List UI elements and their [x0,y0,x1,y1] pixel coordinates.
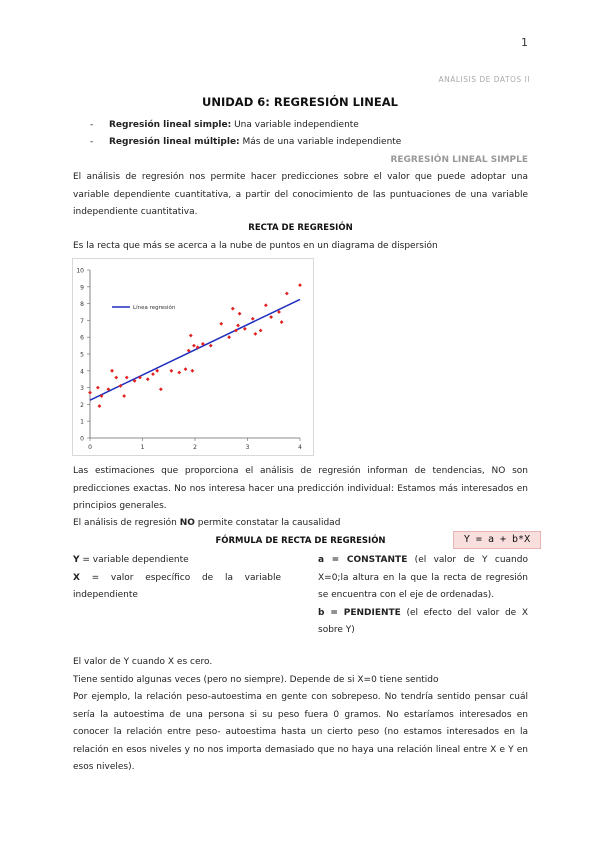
formula-box: Y = a + b*X [453,531,541,549]
bullet-desc: Más de una variable independiente [239,137,402,147]
def-text: = variable dependiente [79,555,189,565]
definition-b [318,605,528,640]
bullet-dash: - [90,137,94,147]
chart-frame [73,259,314,456]
bullet-dash: - [90,120,94,130]
bullet-desc: Una variable independiente [231,120,359,130]
example-paragraph: Por ejemplo, la relación peso-autoestima en gente con sobrepeso. No tendría sentido pensar cuál sería la autoestima de una persona si su peso fuera 0 gramos. No estaríamos interesados en conocer la relación entre peso- autoestima hasta un cierto peso (no estamos interesados en la relación en esos niveles y no nos importa demasiado que no haya una relación lineal entre X e Y en esos niveles). [73,692,528,772]
formula-heading: FÓRMULA DE RECTA DE REGRESIÓN [215,536,386,546]
y-tick-label: 4 [80,368,84,376]
y-tick-label: 3 [80,385,84,393]
y-tick-label: 1 [80,418,84,426]
definition-a [318,552,528,605]
scatter-chart [72,258,314,456]
def-term: Y [73,555,80,565]
constant-note: El valor de Y cuando X es cero. [73,657,213,667]
bullet-term: Regresión lineal múltiple: [109,137,240,147]
def-text: (el valor de Y cuando X=0;la altura en la que la recta de regresión se encuentra con el eje de ordenadas). [318,555,528,600]
def-term: a = CONSTANTE [318,555,408,565]
def-text: = valor específico de la variable independiente [73,572,281,600]
section-heading-simple: REGRESIÓN LINEAL SIMPLE [390,155,528,165]
estimations-paragraph: Las estimaciones que proporciona el análisis de regresión informan de tendencias, NO son predicciones exactas. No nos interesa hacer una predicción individual: Estamos más interesados en principios generales. [73,466,528,511]
y-tick-label: 0 [80,435,84,443]
causality-line [73,518,340,528]
y-tick-label: 9 [80,284,84,292]
y-tick-label: 2 [80,401,84,409]
def-term: X [73,572,80,583]
page-title: UNIDAD 6: REGRESIÓN LINEAL [202,95,398,109]
causality-text: El análisis de regresión [73,518,180,528]
bullet-term: Regresión lineal simple: [109,120,232,130]
left-definitions [73,552,281,605]
running-header: ANÁLISIS DE DATOS II [438,75,530,84]
def-text: (el efecto del valor de X sobre Y) [318,607,528,635]
causality-text-end: permite constatar la causalidad [194,518,341,528]
legend-label: Línea regresión [133,304,176,311]
y-tick-label: 6 [80,334,84,342]
y-tick-label: 10 [76,267,84,275]
definition-y [73,552,281,570]
causality-emphasis: NO [179,518,195,528]
y-tick-label: 5 [80,351,84,359]
intro-paragraph: El análisis de regresión nos permite hacer predicciones sobre el valor que puede adoptar una variable dependiente cuantitativa, a partir del conocimiento de las puntuaciones de una variable independiente cuantitativa. [73,172,528,217]
x-tick-label: 2 [193,444,197,451]
y-tick-label: 8 [80,301,84,309]
sense-note: Tiene sentido algunas veces (pero no siempre). Depende de si X=0 tiene sentido [73,675,439,685]
right-definitions [318,552,528,640]
x-tick-label: 0 [88,444,92,451]
definition-x [73,570,281,605]
x-tick-label: 1 [140,444,145,451]
x-tick-label: 3 [245,444,250,451]
recta-definition: Es la recta que más se acerca a la nube de puntos en un diagrama de dispersión [73,241,438,251]
recta-heading: RECTA DE REGRESIÓN [248,223,353,233]
def-term: b = PENDIENTE [318,607,401,618]
page-number: 1 [521,36,528,49]
x-tick-label: 4 [298,444,302,451]
y-tick-label: 7 [80,317,84,325]
